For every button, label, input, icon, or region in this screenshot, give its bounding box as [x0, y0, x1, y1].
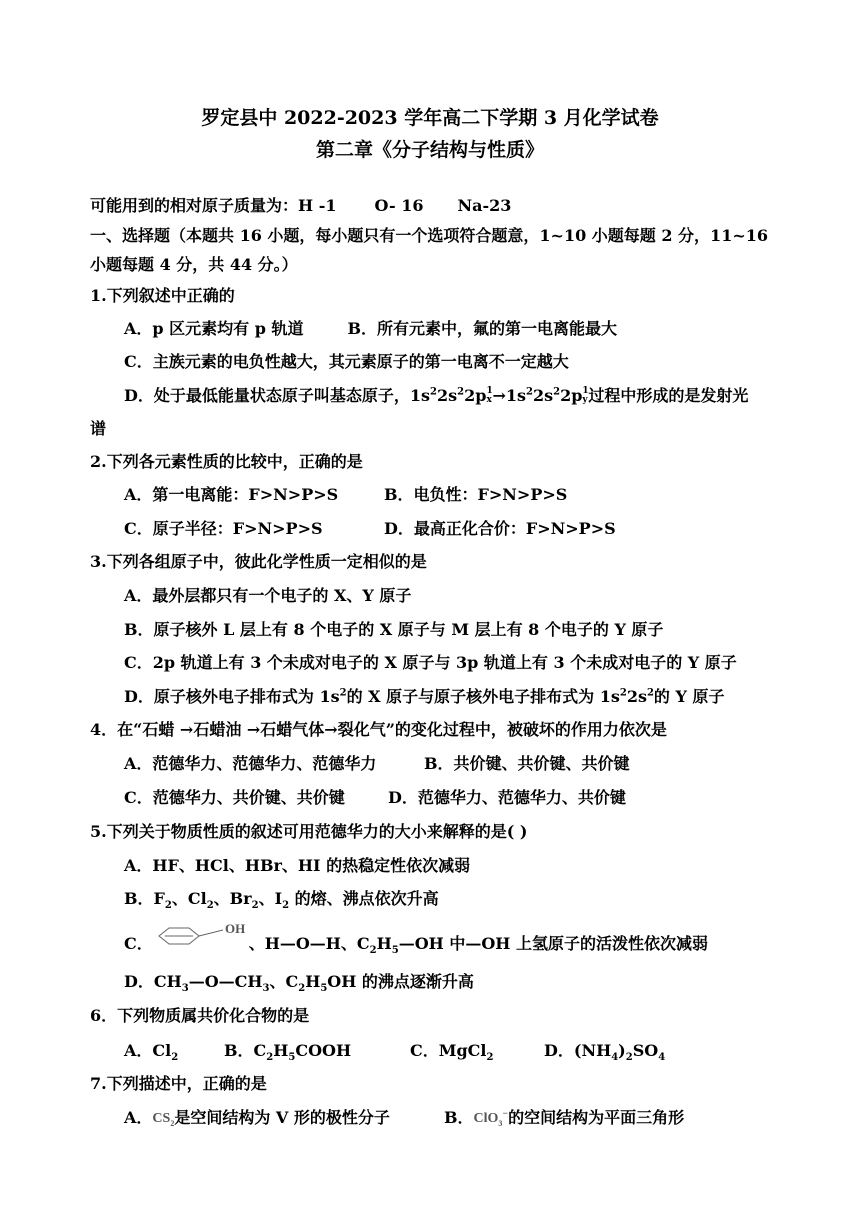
q5-option-b: B．$F_2$、$Cl_2$、$Br_2$、$I_2$ 的熔、沸点依次升高 — [124, 889, 439, 912]
q3-option-d-prefix: D．原子核外电子排布式为 1s — [124, 687, 340, 706]
q5-stem: 5.下列关于物质性质的叙述可用范德华力的大小来解释的是( ) — [90, 822, 528, 841]
q4-option-c: C．范德华力、共价键、共价键 — [124, 788, 345, 807]
q2-stem: 2.下列各元素性质的比较中，正确的是 — [90, 452, 363, 471]
q3-option-d-mid: 的 X 原子与原子核外电子排布式为 1s — [346, 687, 620, 706]
q4-option-b: B．共价键、共价键、共价键 — [424, 754, 630, 773]
q3-option-c: C．2p 轨道上有 3 个未成对电子的 X 原子与 3p 轨道上有 3 个未成对电子的 Y 原子 — [124, 653, 737, 672]
q1-option-c: C．主族元素的电负性越大，其元素原子的第一电离不一定越大 — [124, 352, 569, 371]
q1-stem: 1.下列叙述中正确的 — [90, 286, 235, 305]
phenol-structure-icon — [153, 922, 249, 954]
q3-stem: 3.下列各组原子中，彼此化学性质一定相似的是 — [90, 552, 427, 571]
section-heading-line1: 一、选择题（本题共 16 小题，每小题只有一个选项符合题意，1~10 小题每题 2 分，11~16 — [90, 226, 768, 245]
q7-option-b-suffix: 的空间结构为平面三角形 — [508, 1108, 685, 1127]
chapter-subtitle: 第二章《分子结构与性质》 — [315, 139, 544, 161]
q1-option-d: D．处于最低能量状态原子叫基态原子，$1s^22s^22p$ 1 x $\to 1s^22s^22p$ 1 y 过程中形成的是发射光 — [124, 385, 749, 405]
mass-h: H -1 — [298, 196, 337, 215]
q2-option-c: C．原子半径：F>N>P>S — [124, 519, 323, 538]
q3-option-d-suffix: 的 Y 原子 — [653, 687, 725, 706]
q1-option-a: A．p 区元素均有 p 轨道 — [124, 319, 304, 338]
q5-option-b-suffix: 的熔、沸点依次升高 — [294, 889, 439, 908]
q6-option-d: D．$(NH_4)_2SO_4$ — [544, 1041, 666, 1064]
q2-option-a: A．第一电离能：F>N>P>S — [124, 485, 339, 504]
q5-option-d-tail: OH 的沸点逐渐升高 — [327, 972, 474, 991]
q5-option-a: A．HF、HCl、HBr、HI 的热稳定性依次减弱 — [124, 856, 471, 875]
cs2-formula: $CS_2$ — [152, 1110, 175, 1128]
mass-o: O- 16 — [374, 196, 424, 215]
clo3-formula: ClO$_3$− — [473, 1107, 509, 1128]
q7-option-a — [124, 1108, 390, 1129]
q7-option-b — [444, 1108, 684, 1129]
q4-option-a: A．范德华力、范德华力、范德华力 — [124, 754, 377, 773]
q2-option-b: B．电负性：F>N>P>S — [384, 485, 568, 504]
q5-option-c: C． OH 、H—O—H、$C_2H_5—OH$ 中—OH 上氢原子的活泼性依次减弱 — [124, 921, 708, 957]
q7-option-a-suffix: 是空间结构为 V 形的极性分子 — [174, 1108, 390, 1127]
q4-option-d: D．范德华力、范德华力、共价键 — [388, 788, 626, 807]
q4-stem: 4．在“石蜡 →石蜡油 →石蜡气体→裂化气”的变化过程中，被破坏的作用力依次是 — [90, 720, 667, 739]
q5-option-c-suffix: 、H—O—H、C — [248, 934, 370, 953]
q2-option-d: D．最高正化合价：F>N>P>S — [384, 519, 616, 538]
q5-option-c-tail: —OH 中—OH 上氢原子的活泼性依次减弱 — [398, 934, 708, 953]
q1-option-b: B．所有元素中，氟的第一电离能最大 — [347, 319, 618, 338]
q3-option-d: D．原子核外电子排布式为 $1s^2$的 X 原子与原子核外电子排布式为 $1s^22s^2$的 Y 原子 — [124, 687, 725, 706]
exam-title: 罗定县中 2022-2023 学年高二下学期 3 月化学试卷 — [201, 107, 659, 129]
mass-na: Na-23 — [457, 196, 512, 215]
q1-option-d-suffix: 过程中形成的是发射光 — [588, 386, 749, 405]
q6-stem: 6．下列物质属共价化合物的是 — [90, 1006, 310, 1025]
q7-option-a-label: A． — [124, 1108, 153, 1127]
q6-option-a: A．$Cl_2$ — [124, 1041, 179, 1064]
q1-option-d-text: D．处于最低能量状态原子叫基态原子， — [124, 386, 410, 405]
atomic-masses-line — [90, 196, 511, 216]
section-heading-line2: 小题每题 4 分，共 44 分。） — [90, 255, 298, 274]
atomic-masses-label: 可能用到的相对原子质量为： — [90, 196, 299, 215]
q1-option-d-wrap: 谱 — [90, 419, 107, 438]
q3-option-a: A．最外层都只有一个电子的 X、Y 原子 — [124, 586, 412, 605]
q7-stem: 7.下列描述中，正确的是 — [90, 1074, 267, 1093]
q1-options-ab — [124, 319, 617, 339]
q5-option-d: D．$CH_3—O—CH_3$、$C_2H_5OH$ 的沸点逐渐升高 — [124, 972, 474, 995]
q6-option-c: C．MgCl$_2$ — [410, 1041, 494, 1064]
q5-option-c-label: C． — [124, 934, 153, 953]
q3-option-b: B．原子核外 L 层上有 8 个电子的 X 原子与 M 层上有 8 个电子的 Y 原子 — [124, 620, 664, 639]
q6-option-b: B．$C_2H_5COOH$ — [224, 1041, 352, 1064]
phenol-oh-label: OH — [224, 921, 245, 936]
q7-option-b-label: B． — [444, 1108, 474, 1127]
